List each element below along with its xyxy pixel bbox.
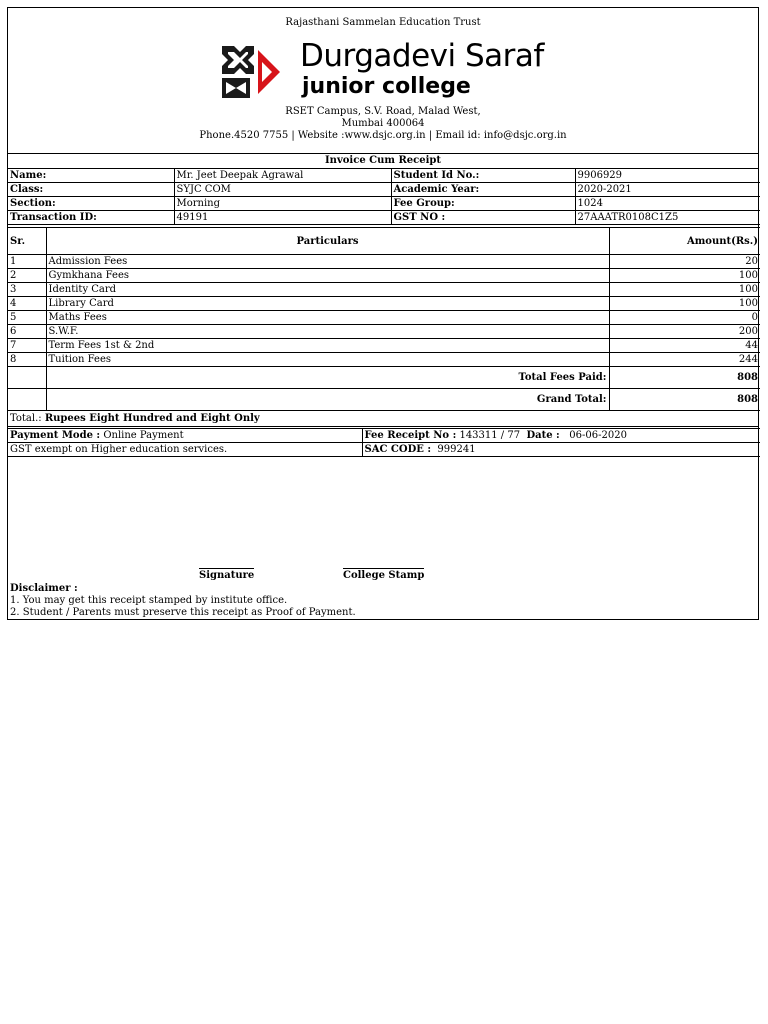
college-stamp-label: College Stamp xyxy=(343,570,425,581)
name-label: Name: xyxy=(8,169,174,183)
fee-name: Admission Fees xyxy=(46,255,609,269)
class-label: Class: xyxy=(8,183,174,197)
table-row xyxy=(8,339,760,353)
fee-receipt-label: Fee Receipt No : xyxy=(364,430,457,441)
date-value: 06-06-2020 xyxy=(569,430,627,441)
table-row xyxy=(8,325,760,339)
contact-line: Phone.4520 7755 | Website :www.dsjc.org.in | Email id: info@dsjc.org.in xyxy=(199,130,567,141)
total-fees-label: Total Fees Paid: xyxy=(46,367,609,389)
fee-sr: 5 xyxy=(8,311,46,325)
fee-name: Term Fees 1st & 2nd xyxy=(46,339,609,353)
section-value: Morning xyxy=(174,197,391,211)
amount-header: Amount(Rs.) xyxy=(609,228,760,255)
student-id-value: 9906929 xyxy=(575,169,760,183)
sr-header: Sr. xyxy=(8,228,46,255)
table-row xyxy=(8,255,760,269)
table-row xyxy=(8,297,760,311)
disclaimer-title: Disclaimer : xyxy=(10,583,78,594)
fee-amount: 200 xyxy=(609,325,760,339)
fees-table xyxy=(8,227,760,411)
academic-year-label: Academic Year: xyxy=(391,183,575,197)
receipt-title: Invoice Cum Receipt xyxy=(8,154,758,169)
address-line1: RSET Campus, S.V. Road, Malad West, xyxy=(285,106,481,117)
fee-sr: 1 xyxy=(8,255,46,269)
date-label: Date : xyxy=(526,430,560,441)
fee-sr: 3 xyxy=(8,283,46,297)
gst-note: GST exempt on Higher education services. xyxy=(8,443,362,457)
payment-mode-value: Online Payment xyxy=(103,430,184,441)
table-row xyxy=(8,311,760,325)
fee-amount: 244 xyxy=(609,353,760,367)
fee-receipt xyxy=(362,429,760,443)
fee-sr: 4 xyxy=(8,297,46,311)
fee-amount: 0 xyxy=(609,311,760,325)
disclaimer xyxy=(10,583,356,619)
payment-mode-label: Payment Mode : xyxy=(10,430,101,441)
name-value: Mr. Jeet Deepak Agrawal xyxy=(174,169,391,183)
disclaimer-line1: 1. You may get this receipt stamped by institute office. xyxy=(10,595,288,606)
fee-sr: 2 xyxy=(8,269,46,283)
fee-name: Maths Fees xyxy=(46,311,609,325)
class-value: SYJC COM xyxy=(174,183,391,197)
fee-amount: 20 xyxy=(609,255,760,269)
words-value: Rupees Eight Hundred and Eight Only xyxy=(44,413,260,424)
fee-name: Identity Card xyxy=(46,283,609,297)
fee-amount: 44 xyxy=(609,339,760,353)
college-logo-icon xyxy=(220,44,282,100)
total-fees-value: 808 xyxy=(609,367,760,389)
words-label: Total.: xyxy=(10,413,42,424)
fee-group-value: 1024 xyxy=(575,197,760,211)
fee-amount: 100 xyxy=(609,297,760,311)
section-label: Section: xyxy=(8,197,174,211)
student-info-table xyxy=(8,169,760,225)
grand-total-value: 808 xyxy=(609,389,760,411)
address-line2: Mumbai 400064 xyxy=(341,118,425,129)
signature-label: Signature xyxy=(199,570,255,581)
disclaimer-line2: 2. Student / Parents must preserve this receipt as Proof of Payment. xyxy=(10,607,356,618)
particulars-header: Particulars xyxy=(46,228,609,255)
transaction-id-value: 49191 xyxy=(174,211,391,225)
grand-total-label: Grand Total: xyxy=(46,389,609,411)
sac-code xyxy=(362,443,760,457)
fee-name: Library Card xyxy=(46,297,609,311)
receipt-sheet xyxy=(7,7,759,620)
empty-cell xyxy=(8,367,46,389)
payment-mode xyxy=(8,429,362,443)
fee-sr: 8 xyxy=(8,353,46,367)
gst-no-value: 27AAATR0108C1Z5 xyxy=(575,211,760,225)
table-row xyxy=(8,283,760,297)
fee-name: Tuition Fees xyxy=(46,353,609,367)
sac-code-label: SAC CODE : xyxy=(364,444,432,455)
trust-name: Rajasthani Sammelan Education Trust xyxy=(285,17,481,28)
empty-cell xyxy=(8,389,46,411)
college-name: Durgadevi Saraf xyxy=(300,38,544,74)
fee-group-label: Fee Group: xyxy=(391,197,575,211)
transaction-id-label: Transaction ID: xyxy=(8,211,174,225)
receipt-header xyxy=(8,8,758,154)
fee-amount: 100 xyxy=(609,283,760,297)
academic-year-value: 2020-2021 xyxy=(575,183,760,197)
fee-sr: 7 xyxy=(8,339,46,353)
fee-amount: 100 xyxy=(609,269,760,283)
fee-name: Gymkhana Fees xyxy=(46,269,609,283)
college-subtitle: junior college xyxy=(302,74,471,99)
table-row xyxy=(8,269,760,283)
fee-sr: 6 xyxy=(8,325,46,339)
student-id-label: Student Id No.: xyxy=(391,169,575,183)
gst-no-label: GST NO : xyxy=(391,211,575,225)
amount-in-words xyxy=(8,411,758,427)
table-row xyxy=(8,353,760,367)
sac-code-value: 999241 xyxy=(437,444,476,455)
fee-name: S.W.F. xyxy=(46,325,609,339)
payment-table xyxy=(8,428,760,457)
fee-receipt-value: 143311 / 77 xyxy=(459,430,521,441)
